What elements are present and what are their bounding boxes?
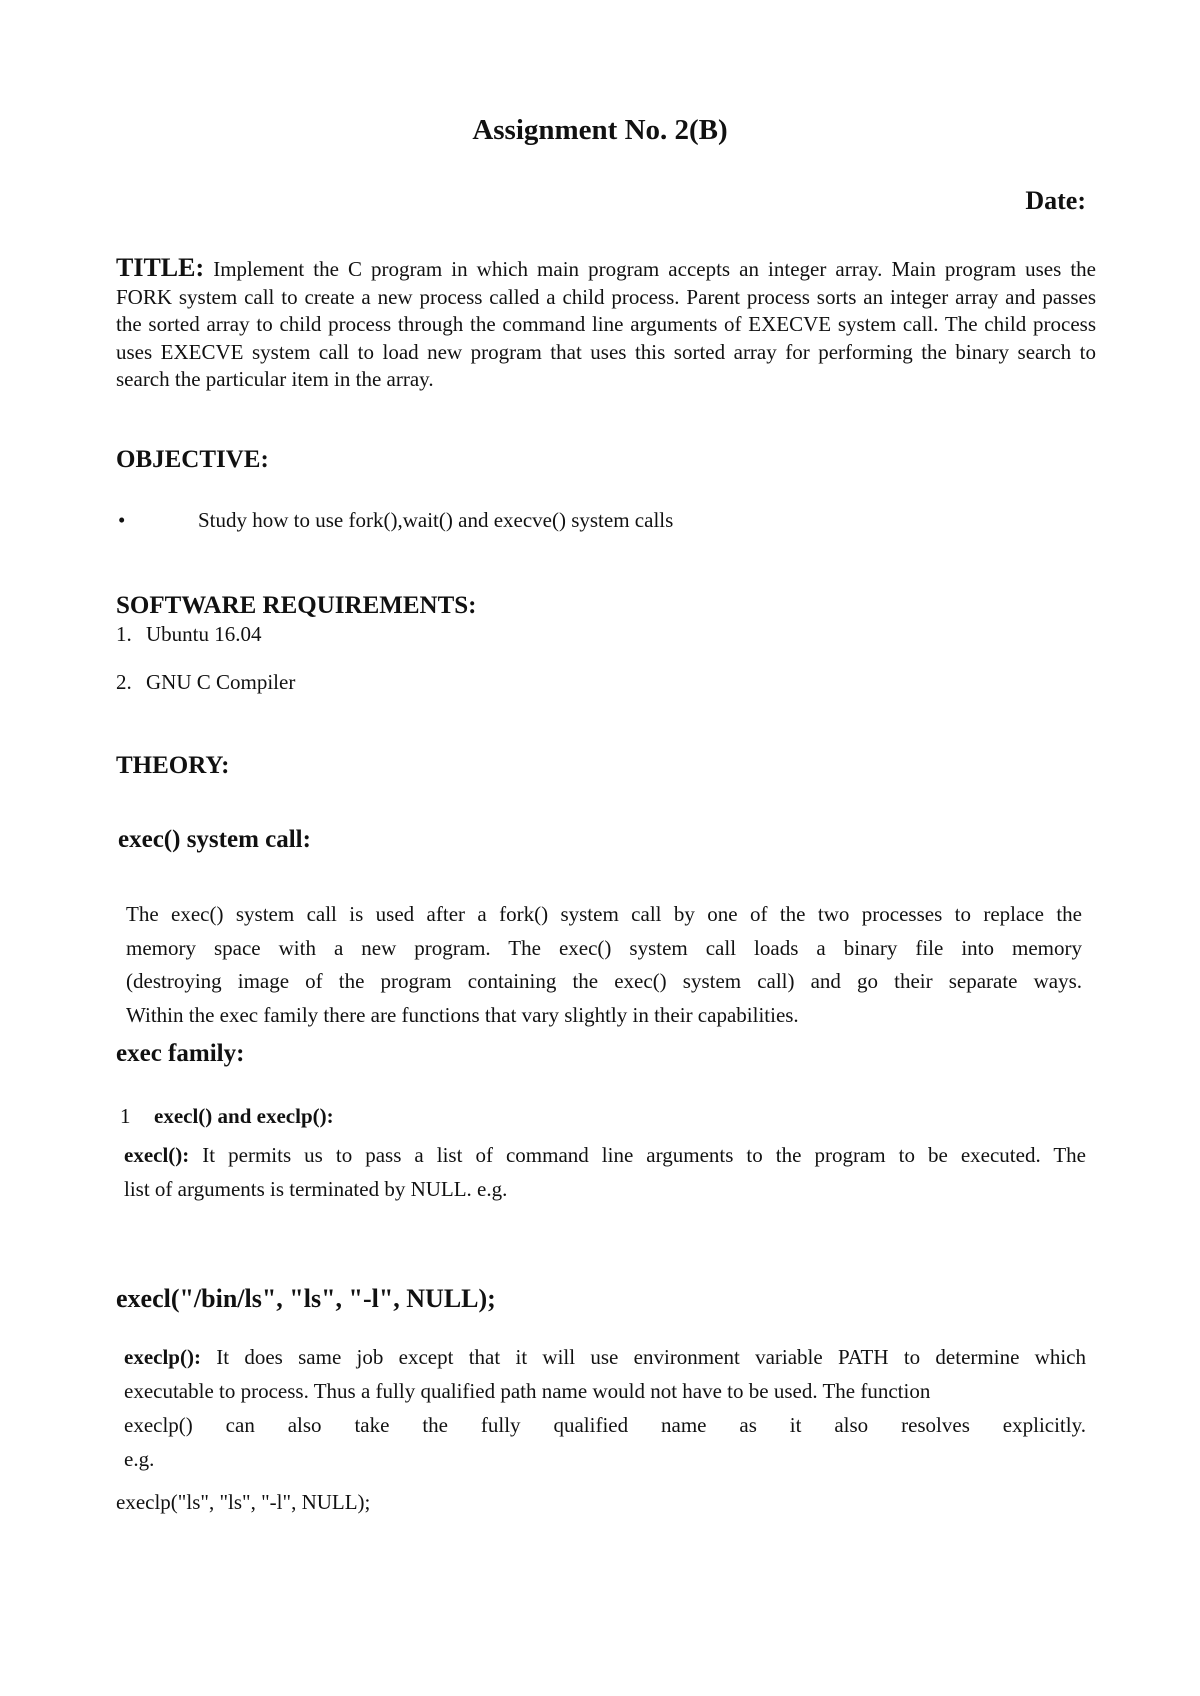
paragraph-line [124,1138,1086,1172]
execl-example-code: execl("/bin/ls", "ls", "-l", NULL); [116,1284,496,1313]
objective-item-text: Study how to use fork(),wait() and execve() system calls [198,508,674,532]
objective-heading: OBJECTIVE: [116,446,269,473]
paragraph-line: e.g. [124,1447,155,1471]
execlp-paragraph [124,1340,1086,1476]
title-text: Implement the C program in which main program accepts an integer array. Main program uses the FORK system call to create a new process called a child process. Parent process sorts an integer array and passes the sorted array to child process through the command line arguments of EXECVE system call. The child process uses EXECVE system call to load new program that uses this sorted array for performing the binary search to search the particular item in the array. [116,257,1096,391]
paragraph-line: The exec() system call is used after a fork() system call by one of the two processes to replace the [126,902,1082,926]
exec-heading: exec() system call: [118,826,311,853]
document-title: Assignment No. 2(B) [472,114,728,146]
bullet-icon: • [118,508,126,532]
execl-text: It permits us to pass a list of command line arguments to the program to be executed. The [189,1143,1086,1167]
paragraph-line: execlp() can also take the fully qualified name as it also resolves explicitly. [124,1413,1086,1437]
paragraph-line: Within the exec family there are functions that vary slightly in their capabilities. [126,1002,799,1027]
exec-family-heading: exec family: [116,1040,245,1067]
title-section [116,254,1096,394]
title-label: TITLE: [116,253,205,282]
paragraph-line: list of arguments is terminated by NULL. e.g. [124,1177,508,1201]
software-list-item [116,670,295,695]
family-list-item [120,1104,334,1129]
list-item-text: Ubuntu 16.04 [146,622,262,646]
software-heading: SOFTWARE REQUIREMENTS: [116,592,477,619]
execl-label: execl(): [124,1143,190,1167]
family-item-label: execl() and execlp(): [154,1104,334,1128]
execlp-text: It does same job except that it will use environment variable PATH to determine which [200,1345,1086,1369]
software-list-item [116,622,262,647]
paragraph-line: executable to process. Thus a fully qualified path name would not have to be used. The function [124,1379,931,1403]
date-label: Date: [1025,186,1086,215]
theory-heading: THEORY: [116,752,230,779]
paragraph-line: (destroying image of the program containing the exec() system call) and go their separate ways. [126,969,1082,993]
paragraph-line [124,1340,1086,1374]
execlp-example-code: execlp("ls", "ls", "-l", NULL); [116,1490,371,1514]
list-number: 2. [116,670,132,694]
execl-paragraph [124,1138,1086,1206]
execlp-label: execlp(): [124,1345,201,1369]
paragraph-line: memory space with a new program. The exec() system call loads a binary file into memory [126,935,1082,960]
list-item-text: GNU C Compiler [146,670,296,694]
list-number: 1. [116,622,132,646]
exec-paragraph [126,898,1082,1032]
list-number: 1 [120,1104,131,1128]
objective-list-item [118,508,673,533]
